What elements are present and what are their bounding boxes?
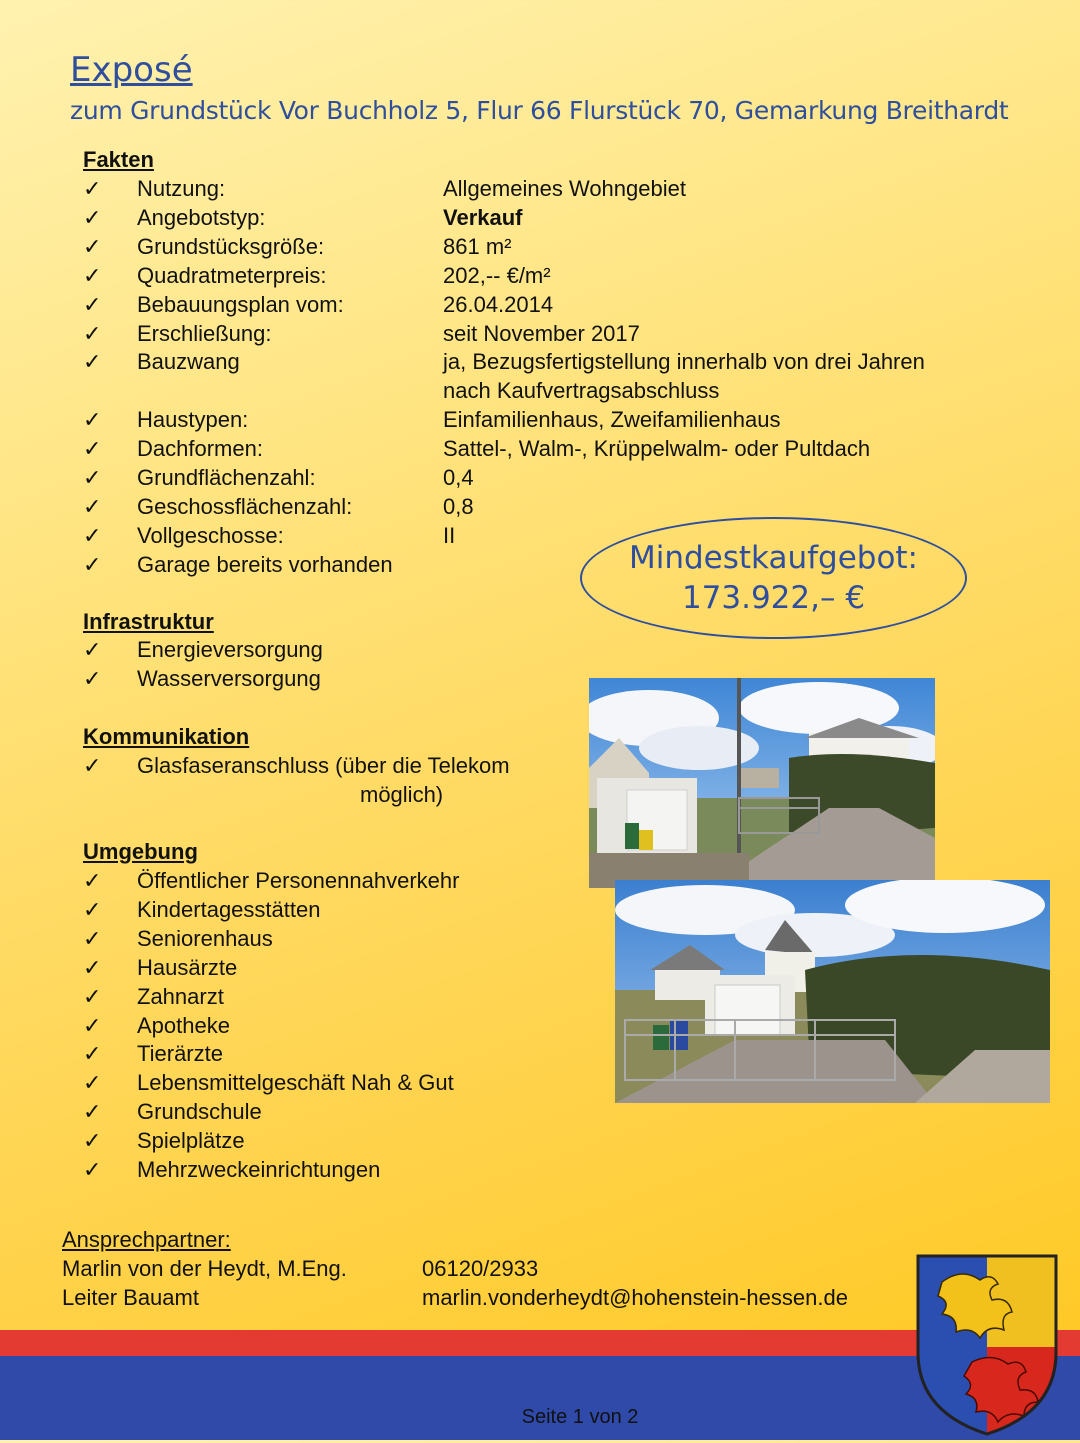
list-item [83,636,983,665]
list-item [83,1127,983,1156]
list-item-label: Glasfaseranschluss (über die Telekom [137,753,510,778]
checkmark-icon: ✓ [83,925,102,951]
list-item-label: Spielplätze [137,1128,245,1154]
page-number: Seite 1 von 2 [521,1406,639,1428]
minimum-bid-amount: 173.922,– € [681,580,866,616]
list-item-label: Wasserversorgung [137,665,321,691]
fact-label: Erschließung: [137,320,272,346]
list-item-label: Tierärzte [137,1041,223,1067]
fact-label: Grundflächenzahl: [137,465,316,491]
minimum-bid-label: Mindestkaufgebot: [628,540,919,576]
checkmark-icon: ✓ [83,868,102,893]
fact-label: Angebotstyp: [137,204,266,230]
list-item-continuation: möglich) [360,781,444,807]
list-item-label: Grundschule [137,1099,262,1125]
fact-label: Grundstücksgröße: [137,233,325,259]
fakten-heading: Fakten [83,147,154,172]
checkmark-icon: ✓ [83,637,102,662]
list-item [83,493,983,522]
list-item [83,464,983,493]
list-item [83,262,983,291]
checkmark-icon: ✓ [83,493,102,519]
checkmark-icon: ✓ [83,665,102,691]
checkmark-icon: ✓ [83,233,102,259]
property-photo-1 [589,678,935,888]
checkmark-icon: ✓ [83,1041,102,1067]
umgebung-heading: Umgebung [83,839,198,864]
list-item [83,233,983,262]
fact-label: Bauzwang [137,349,240,375]
fact-label: Dachformen: [137,436,263,462]
checkmark-icon: ✓ [83,983,102,1009]
list-item [83,1156,983,1185]
checkmark-icon: ✓ [83,522,102,548]
checkmark-icon: ✓ [83,753,102,778]
expose-subtitle: zum Grundstück Vor Buchholz 5, Flur 66 Flurstück 70, Gemarkung Breithardt [70,96,1009,125]
list-item-label: Mehrzweckeinrichtungen [137,1157,381,1183]
fact-value: ja, Bezugsfertigstellung innerhalb von drei Jahren nach Kaufvertragsabschluss [443,349,925,404]
fact-value: 861 m² [443,233,512,259]
fact-label: Garage bereits vorhanden [137,551,393,577]
checkmark-icon: ✓ [83,349,102,375]
fact-label: Geschossflächenzahl: [137,493,353,519]
list-item-label: Seniorenhaus [137,925,273,951]
list-item [83,406,983,435]
fact-value: 26.04.2014 [443,291,554,317]
contact-role: Leiter Bauamt [62,1285,199,1310]
contact-name: Marlin von der Heydt, M.Eng. [62,1256,347,1281]
checkmark-icon: ✓ [83,204,102,230]
checkmark-icon: ✓ [83,896,102,922]
list-item [83,348,983,406]
list-item-label: Lebensmittelgeschäft Nah & Gut [137,1070,454,1096]
list-item-label: Apotheke [137,1012,230,1038]
checkmark-icon: ✓ [83,176,102,201]
list-item [83,291,983,320]
list-item-label: Hausärzte [137,954,238,980]
fact-label: Nutzung: [137,176,226,201]
fact-value: 0,8 [443,493,474,519]
list-item [83,320,983,349]
contact-phone[interactable]: 06120/2933 [422,1256,539,1281]
checkmark-icon: ✓ [83,1099,102,1125]
fact-value: 202,-- €/m² [443,262,551,288]
fakten-list [83,175,983,580]
expose-title: Exposé [70,50,193,90]
fact-label: Haustypen: [137,407,249,433]
list-item-label: Zahnarzt [137,983,224,1009]
checkmark-icon: ✓ [83,320,102,346]
checkmark-icon: ✓ [83,262,102,288]
contact-block [62,1225,848,1312]
checkmark-icon: ✓ [83,954,102,980]
fact-value: Sattel-, Walm-, Krüppelwalm- oder Pultdach [443,436,871,462]
checkmark-icon: ✓ [83,407,102,433]
list-item-label: Öffentlicher Personennahverkehr [137,868,460,893]
property-photo-2 [615,880,1050,1103]
checkmark-icon: ✓ [83,551,102,577]
fact-value: Verkauf [443,204,523,230]
fact-value: seit November 2017 [443,320,640,346]
contact-email[interactable]: marlin.vonderheydt@hohenstein-hessen.de [422,1285,848,1310]
fact-label: Vollgeschosse: [137,522,284,548]
fact-value: Einfamilienhaus, Zweifamilienhaus [443,407,781,433]
checkmark-icon: ✓ [83,1157,102,1183]
kommunikation-heading: Kommunikation [83,724,250,749]
fact-label: Quadratmeterpreis: [137,262,327,288]
list-item [83,204,983,233]
fact-label: Bebauungsplan vom: [137,291,344,317]
minimum-bid-badge [580,517,967,639]
fact-value: Allgemeines Wohngebiet [443,176,686,201]
infrastruktur-heading: Infrastruktur [83,609,214,634]
list-item [83,435,983,464]
checkmark-icon: ✓ [83,465,102,491]
contact-heading: Ansprechpartner: [62,1227,231,1252]
checkmark-icon: ✓ [83,1128,102,1154]
checkmark-icon: ✓ [83,436,102,462]
checkmark-icon: ✓ [83,1012,102,1038]
fact-value: II [443,522,456,548]
list-item-label: Kindertagesstätten [137,896,321,922]
list-item [83,175,983,204]
fact-value: 0,4 [443,465,474,491]
list-item-label: Energieversorgung [137,637,323,662]
checkmark-icon: ✓ [83,1070,102,1096]
checkmark-icon: ✓ [83,291,102,317]
